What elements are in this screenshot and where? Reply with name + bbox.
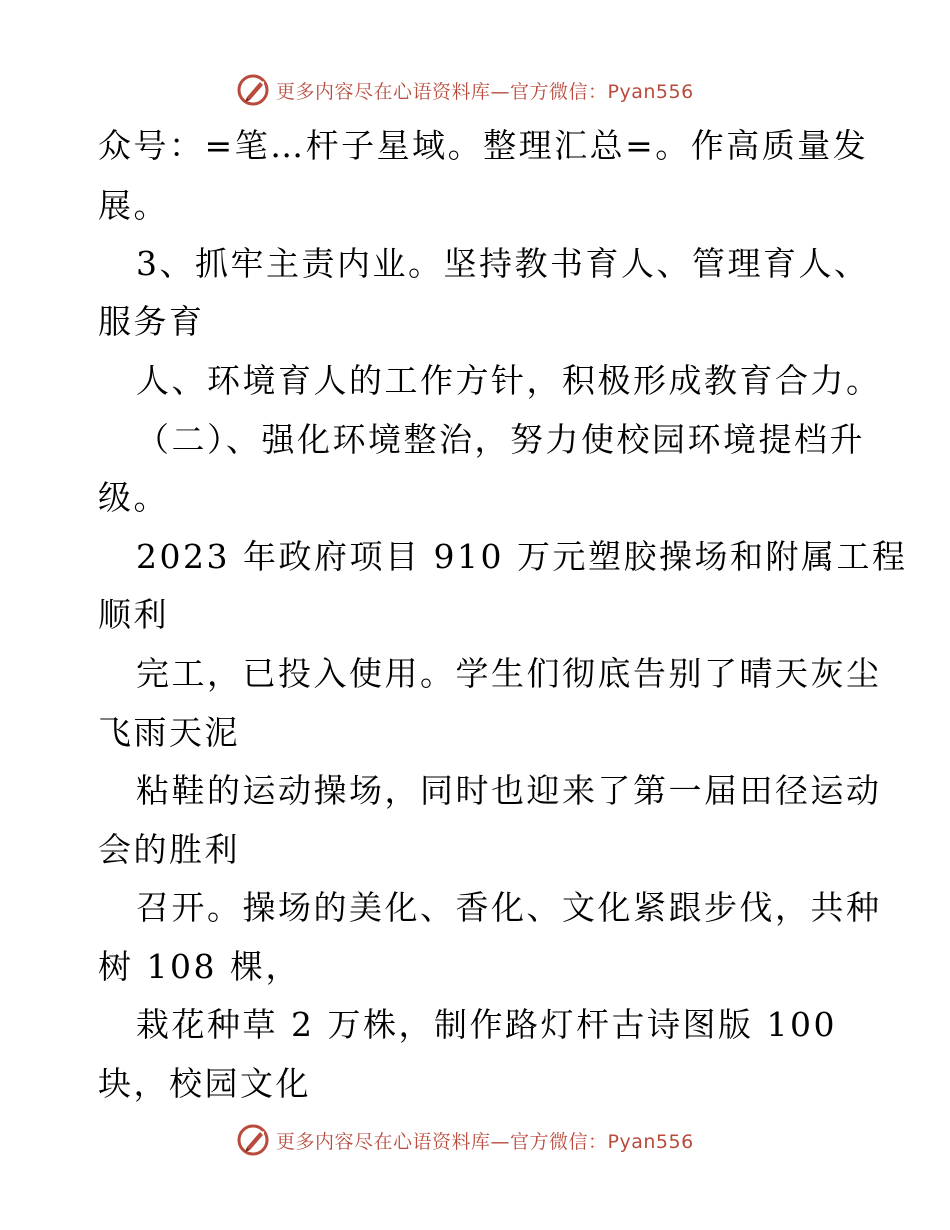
- header-watermark: [236, 72, 694, 108]
- body-line: 完工，已投入使用。学生们彻底告别了晴天灰尘: [136, 654, 882, 693]
- watermark-text: 更多内容尽在心语资料库—官方微信：Pyan556: [276, 1130, 694, 1153]
- body-line: 树 108 棵，: [98, 947, 301, 986]
- body-line: 栽花种草 2 万株，制作路灯杆古诗图版 100: [136, 1005, 837, 1044]
- watermark-text: 更多内容尽在心语资料库—官方微信：Pyan556: [276, 80, 694, 103]
- body-line: 展。: [98, 186, 169, 225]
- pen-swirl-logo-icon: [236, 1123, 270, 1157]
- body-line: 块，校园文化: [98, 1064, 311, 1103]
- body-line: 3、抓牢主责内业。坚持教书育人、管理育人、: [136, 244, 870, 283]
- body-line: 级。: [98, 478, 169, 517]
- body-line: 众号：=笔…杆子星域。整理汇总=。作高质量发: [98, 126, 869, 165]
- pen-swirl-logo-icon: [236, 73, 270, 107]
- body-line: 2023 年政府项目 910 万元塑胶操场和附属工程: [136, 537, 908, 576]
- body-line: 会的胜利: [98, 830, 240, 869]
- footer-watermark: [236, 1122, 694, 1158]
- body-line: 飞雨天泥: [98, 713, 240, 752]
- body-line: 顺利: [98, 595, 169, 634]
- body-line: 人、环境育人的工作方针，积极形成教育合力。: [136, 361, 882, 400]
- body-line: 服务育: [98, 302, 205, 341]
- body-line: （二）、强化环境整治，努力使校园环境提档升: [136, 420, 865, 459]
- body-line: 粘鞋的运动操场，同时也迎来了第一届田径运动: [136, 771, 882, 810]
- body-line: 召开。操场的美化、香化、文化紧跟步伐，共种: [136, 888, 882, 927]
